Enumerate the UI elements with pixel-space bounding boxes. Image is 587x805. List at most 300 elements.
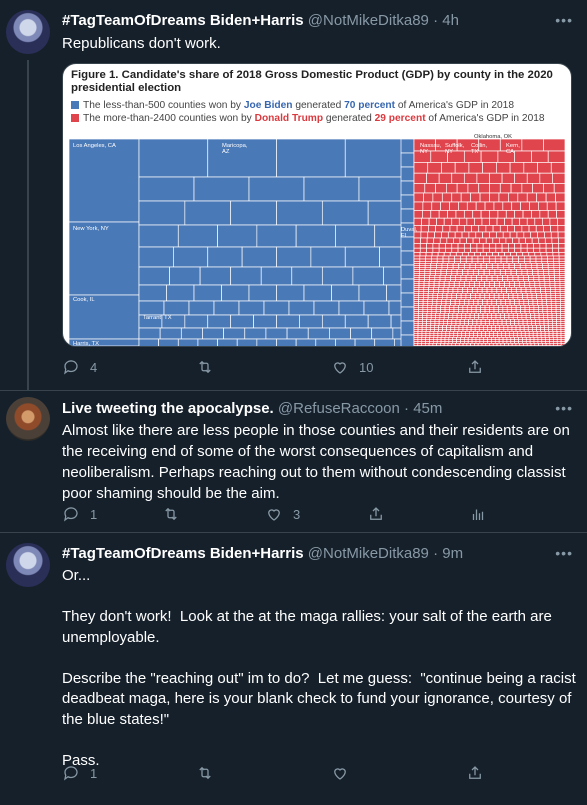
reply-count: 1 <box>90 506 98 522</box>
county-tile <box>490 256 496 259</box>
county-tile <box>401 153 414 167</box>
county-tile <box>520 218 528 225</box>
county-tile <box>471 345 475 346</box>
county-tile <box>432 252 438 256</box>
county-tile <box>508 243 514 248</box>
county-tile <box>426 259 432 261</box>
county-tile <box>466 259 472 261</box>
county-tile <box>441 162 455 173</box>
county-tile <box>527 243 533 248</box>
county-tile <box>440 345 444 346</box>
county-tile <box>471 248 477 252</box>
county-tile <box>524 256 530 259</box>
county-tile <box>420 256 426 259</box>
reply-button[interactable] <box>62 358 97 376</box>
tweet-actions <box>62 505 502 527</box>
county-tile <box>335 339 355 346</box>
county-tile <box>490 193 499 202</box>
display-name[interactable]: #TagTeamOfDreams Biden+Harris <box>62 545 304 562</box>
county-tile <box>433 243 439 248</box>
county-tile <box>444 345 448 346</box>
county-tile <box>254 315 277 328</box>
county-tile <box>516 345 520 346</box>
tweet-image[interactable] <box>62 63 572 347</box>
county-tile <box>472 259 478 261</box>
county-tile <box>453 238 460 243</box>
county-tile <box>431 259 437 261</box>
county-tile <box>554 183 565 193</box>
county-tile <box>421 232 428 238</box>
label-kern: Kern, CA <box>506 143 520 155</box>
county-tile <box>364 301 389 315</box>
county-tile <box>480 252 486 256</box>
county-tile <box>428 162 442 173</box>
county-tile <box>456 252 462 256</box>
tweet-actions <box>62 764 502 786</box>
like-button[interactable] <box>331 764 359 782</box>
share-button[interactable] <box>466 764 484 782</box>
reply-button[interactable] <box>62 764 97 782</box>
county-tile <box>441 232 448 238</box>
tweet-3[interactable] <box>0 533 587 805</box>
avatar[interactable] <box>6 543 50 587</box>
county-tile <box>484 259 490 261</box>
handle[interactable]: @NotMikeDitka89 <box>307 545 429 562</box>
county-tile <box>277 285 305 301</box>
county-tile <box>553 252 559 256</box>
county-tile <box>418 345 422 346</box>
county-tile <box>463 345 467 346</box>
county-tile <box>524 162 538 173</box>
county-tile <box>311 247 345 267</box>
county-tile <box>401 279 414 293</box>
county-tile <box>559 243 565 248</box>
legend-swatch-red <box>71 114 79 122</box>
county-tile <box>460 256 466 259</box>
county-tile <box>550 345 554 346</box>
county-tile <box>490 183 501 193</box>
county-tile <box>482 345 486 346</box>
county-tile <box>456 345 460 346</box>
county-tile <box>208 315 231 328</box>
county-tile <box>490 248 496 252</box>
more-options-button[interactable]: ••• <box>555 12 573 28</box>
county-tile <box>502 243 508 248</box>
timestamp[interactable]: · 9m <box>433 545 464 562</box>
county-tile <box>414 183 425 193</box>
county-tile <box>507 259 513 261</box>
county-tile <box>537 193 546 202</box>
tweet-header <box>62 545 463 563</box>
county-tile <box>538 162 552 173</box>
county-tile <box>493 238 500 243</box>
county-tile <box>541 252 547 256</box>
county-tile <box>486 252 492 256</box>
county-tile <box>277 139 346 177</box>
retweet-icon <box>162 505 180 523</box>
tweet-2[interactable] <box>0 391 587 532</box>
county-tile <box>139 339 159 346</box>
county-tile <box>476 202 485 210</box>
county-tile <box>490 259 496 261</box>
county-tile <box>532 238 539 243</box>
county-tile <box>439 173 452 183</box>
county-tile <box>539 238 546 243</box>
county-tile <box>296 225 335 247</box>
county-tile <box>433 248 439 252</box>
county-tile <box>437 345 441 346</box>
county-tile <box>139 225 178 247</box>
avatar[interactable] <box>6 397 50 441</box>
county-tile <box>515 248 521 252</box>
county-tile <box>139 247 173 267</box>
county-tile <box>414 202 423 210</box>
retweet-button[interactable] <box>196 358 224 376</box>
county-tile <box>478 259 484 261</box>
county-tile <box>539 345 543 346</box>
county-tile <box>200 267 231 285</box>
county-tile <box>355 339 375 346</box>
county-tile <box>427 248 433 252</box>
county-tile <box>401 181 414 195</box>
handle[interactable]: @NotMikeDitka89 <box>307 12 429 29</box>
county-tile <box>308 328 329 339</box>
county-tile <box>499 252 505 256</box>
county-tile <box>450 202 459 210</box>
county-tile <box>426 252 432 256</box>
county-tile <box>442 193 451 202</box>
county-tile <box>450 225 457 232</box>
timestamp[interactable]: · 45m <box>404 400 443 417</box>
county-tile <box>485 202 494 210</box>
share-icon <box>466 358 484 376</box>
county-tile <box>277 247 311 267</box>
county-tile <box>159 339 179 346</box>
county-tile <box>512 218 520 225</box>
county-tile <box>542 256 548 259</box>
county-tile <box>455 256 461 259</box>
county-tile <box>414 252 420 256</box>
county-tile <box>535 345 539 346</box>
county-tile <box>428 232 435 238</box>
county-tile <box>471 243 477 248</box>
county-tile <box>483 162 497 173</box>
county-tile <box>423 193 432 202</box>
county-tile <box>449 256 455 259</box>
share-button[interactable] <box>466 358 484 376</box>
label-new-york: New York, NY <box>73 226 109 232</box>
county-tile <box>520 345 524 346</box>
county-tile <box>466 256 472 259</box>
county-tile <box>292 267 323 285</box>
county-tile <box>515 243 521 248</box>
county-tile <box>368 315 391 328</box>
county-tile <box>505 345 509 346</box>
retweet-button[interactable] <box>196 764 224 782</box>
county-tile <box>423 202 432 210</box>
county-tile <box>521 243 527 248</box>
county-tile <box>548 151 565 162</box>
county-tile <box>530 259 536 261</box>
county-tile <box>561 345 565 346</box>
county-tile <box>559 248 565 252</box>
county-tile <box>515 225 522 232</box>
county-tile <box>543 139 565 151</box>
county-tile <box>414 345 418 346</box>
county-tile <box>495 256 501 259</box>
county-tile <box>443 259 449 261</box>
county-tile <box>439 243 445 248</box>
county-tile <box>414 243 420 248</box>
county-tile <box>527 345 531 346</box>
county-tile <box>351 328 372 339</box>
county-tile <box>547 252 553 256</box>
analytics-button[interactable] <box>469 505 487 523</box>
county-tile <box>464 243 470 248</box>
county-tile <box>194 177 249 201</box>
county-tile <box>450 252 456 256</box>
county-tile <box>437 218 445 225</box>
county-tile <box>401 139 414 153</box>
display-name[interactable]: #TagTeamOfDreams Biden+Harris <box>62 12 304 29</box>
label-suffolk: Suffolk, NY <box>445 143 465 155</box>
county-tile <box>452 345 456 346</box>
share-button[interactable] <box>367 505 385 523</box>
label-oklahoma: Oklahoma, OK <box>474 134 513 140</box>
county-tile <box>490 345 494 346</box>
share-icon <box>466 764 484 782</box>
county-tile <box>178 339 198 346</box>
county-tile <box>559 256 565 259</box>
county-tile <box>401 167 414 181</box>
treemap <box>63 133 571 346</box>
like-button[interactable] <box>265 505 300 523</box>
county-tile <box>459 345 463 346</box>
county-tile <box>493 225 500 232</box>
county-tile <box>559 259 565 261</box>
county-tile <box>139 328 160 339</box>
county-tile <box>425 183 436 193</box>
county-tile <box>484 256 490 259</box>
county-tile <box>496 162 510 173</box>
county-tile <box>422 210 430 218</box>
county-tile <box>522 225 529 232</box>
like-button[interactable] <box>331 358 373 376</box>
county-tile <box>496 243 502 248</box>
county-tile <box>421 225 428 232</box>
tweet-header <box>62 400 442 418</box>
county-tile <box>462 232 469 238</box>
county-tile <box>459 218 467 225</box>
county-tile <box>456 210 464 218</box>
county-tile <box>534 243 540 248</box>
county-tile <box>510 232 517 238</box>
county-tile <box>401 209 414 223</box>
like-count: 3 <box>293 506 301 522</box>
retweet-button[interactable] <box>162 505 190 523</box>
reply-button[interactable] <box>62 505 97 523</box>
county-tile <box>471 193 480 202</box>
county-tile <box>464 210 472 218</box>
county-tile <box>483 248 489 252</box>
county-tile <box>414 256 420 259</box>
county-tile <box>461 193 470 202</box>
county-tile <box>535 218 543 225</box>
county-tile <box>237 339 257 346</box>
county-tile <box>554 345 558 346</box>
county-tile <box>474 252 480 256</box>
county-tile <box>304 177 359 201</box>
county-tile <box>486 225 493 232</box>
county-tile <box>467 345 471 346</box>
county-tile <box>512 238 519 243</box>
county-tile <box>444 218 452 225</box>
county-tile <box>477 248 483 252</box>
county-tile <box>139 177 194 201</box>
county-tile <box>522 183 533 193</box>
county-tile <box>139 201 185 225</box>
county-tile <box>500 183 511 193</box>
county-tile <box>160 328 181 339</box>
county-tile <box>231 201 277 225</box>
county-tile <box>455 232 462 238</box>
county-tile <box>499 238 506 243</box>
more-options-button[interactable]: ••• <box>555 545 573 561</box>
county-tile <box>529 252 535 256</box>
tweet-text: Almost like there are less people in those counties and their residents are on the receiving end of some of the worst consequences of capitalism and neoliberalism. Perhaps reaching out to them without condescending classist poor shaming should be the aim. <box>62 422 574 502</box>
county-tile <box>432 202 441 210</box>
county-tile <box>245 328 266 339</box>
county-tile <box>553 256 559 259</box>
county-tile <box>422 345 426 346</box>
county-tile <box>231 267 262 285</box>
tweet-1[interactable] <box>0 0 587 390</box>
county-tile <box>316 339 336 346</box>
county-tile <box>414 193 423 202</box>
county-tile <box>231 315 254 328</box>
county-tile <box>472 256 478 259</box>
county-tile <box>550 218 558 225</box>
county-tile <box>345 315 368 328</box>
county-tile <box>214 301 239 315</box>
more-options-button[interactable]: ••• <box>555 400 573 416</box>
county-tile <box>519 256 525 259</box>
county-tile <box>427 238 434 243</box>
handle[interactable]: @RefuseRaccoon <box>277 400 400 417</box>
county-tile <box>266 328 287 339</box>
county-tile <box>552 243 558 248</box>
thread-line <box>27 60 29 390</box>
county-tile <box>501 259 507 261</box>
county-tile <box>242 247 276 267</box>
county-tile <box>469 232 476 238</box>
county-tile <box>540 173 553 183</box>
county-tile <box>448 210 456 218</box>
county-tile <box>264 301 289 315</box>
county-tile <box>420 252 426 256</box>
county-tile <box>545 238 552 243</box>
trump-region <box>414 139 565 346</box>
county-tile <box>552 238 559 243</box>
county-tile <box>277 339 297 346</box>
county-tile <box>508 193 517 202</box>
county-tile <box>502 173 515 183</box>
county-tile <box>435 232 442 238</box>
county-tile <box>508 345 512 346</box>
county-tile <box>467 238 474 243</box>
county-tile <box>173 247 207 267</box>
county-tile <box>428 225 435 232</box>
county-tile <box>531 232 538 238</box>
county-tile <box>436 183 447 193</box>
county-tile <box>468 252 474 256</box>
county-tile <box>542 259 548 261</box>
county-tile <box>558 232 565 238</box>
county-tile <box>519 238 526 243</box>
display-name[interactable]: Live tweeting the apocalypse. <box>62 400 274 417</box>
county-tile <box>335 225 374 247</box>
county-tile <box>511 252 517 256</box>
county-tile <box>503 202 512 210</box>
county-tile <box>445 248 451 252</box>
county-tile <box>530 256 536 259</box>
county-tile <box>551 162 565 173</box>
county-tile <box>287 328 308 339</box>
county-tile <box>510 162 524 173</box>
county-tile <box>478 256 484 259</box>
county-tile <box>414 173 427 183</box>
county-tile <box>420 243 426 248</box>
county-tile <box>322 315 345 328</box>
county-tile <box>548 210 556 218</box>
county-tile <box>431 210 439 218</box>
county-tile <box>540 243 546 248</box>
county-tile <box>490 210 498 218</box>
county-tile <box>527 173 540 183</box>
county-tile <box>194 285 222 301</box>
county-tile <box>524 232 531 238</box>
county-tile <box>222 285 250 301</box>
legend-swatch-blue <box>71 101 79 109</box>
county-tile <box>473 210 481 218</box>
county-tile <box>507 256 513 259</box>
county-tile <box>439 248 445 252</box>
county-tile <box>444 252 450 256</box>
county-tile <box>486 345 490 346</box>
county-tile <box>536 225 543 232</box>
county-tile <box>401 265 414 279</box>
county-tile <box>420 248 426 252</box>
county-tile <box>277 201 323 225</box>
county-tile <box>559 252 565 256</box>
avatar[interactable] <box>6 10 50 54</box>
county-tile <box>517 252 523 256</box>
county-tile <box>536 256 542 259</box>
county-tile <box>534 248 540 252</box>
county-tile <box>431 256 437 259</box>
county-tile <box>505 252 511 256</box>
county-tile <box>521 248 527 252</box>
timestamp[interactable]: · 4h <box>433 12 459 29</box>
county-tile <box>476 232 483 238</box>
county-tile <box>523 345 527 346</box>
county-tile <box>494 202 503 210</box>
county-tile <box>436 225 443 232</box>
county-tile <box>548 259 554 261</box>
county-tile <box>548 256 554 259</box>
county-tile <box>322 267 353 285</box>
county-tile <box>507 225 514 232</box>
